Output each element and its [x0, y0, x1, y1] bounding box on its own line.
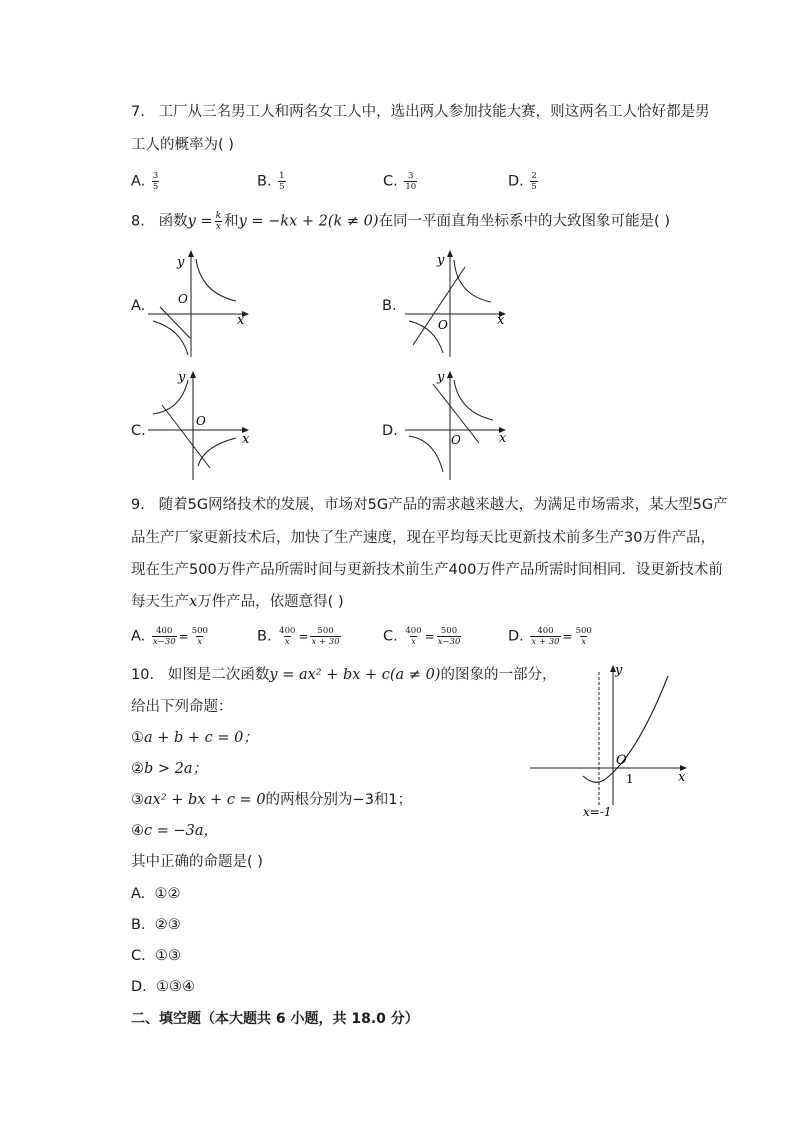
q8-d-hyperbola-q1	[454, 380, 493, 420]
q8-b-y-label: y	[437, 253, 445, 268]
q7-option-c-fraction: $\frac{3}{10}$	[405, 171, 417, 192]
q9-stem-line1: 9. 随着5G网络技术的发展，市场对5G产品的需求越来越大，为满足市场需求，某大型5G产	[131, 497, 728, 513]
q10-option-b[interactable]: B. ②③	[131, 917, 181, 933]
q10-parabola-graph	[528, 660, 698, 820]
q8-b-x-label: x	[497, 313, 505, 328]
q10-origin-label: O	[616, 753, 627, 768]
q7-option-d-fraction: $\frac{2}{5}$	[531, 171, 537, 192]
q7-number: 7.	[131, 104, 145, 120]
q8-c-hyperbola-q2	[153, 380, 188, 414]
q8-eq1-fraction: $\frac{k}{x}$	[215, 211, 222, 232]
q8-c-hyperbola-q4	[198, 438, 236, 466]
q8-a-y-label: y	[177, 255, 185, 270]
q10-tick-one: 1	[626, 772, 634, 786]
q7-option-b-fraction: $\frac{1}{5}$	[279, 171, 285, 192]
q10-symmetry-label: x=-1	[583, 805, 612, 819]
q10-number: 10.	[131, 667, 155, 683]
q7-option-a[interactable]: A. $\frac{3}{5}$	[131, 171, 159, 192]
q9-stem-line3: 现在生产500万件产品所需时间与更新技术前生产400万件产品所需时间相同．设更新技术前	[131, 562, 723, 578]
q9-stem-line4: 每天生产x万件产品，依题意得( )	[131, 594, 344, 610]
q7-option-c[interactable]: C. $\frac{3}{10}$	[383, 171, 417, 192]
q8-b-origin-label: O	[438, 318, 448, 332]
section-2-heading: 二、填空题（本大题共 6 小题，共 18.0 分）	[131, 1011, 419, 1027]
q8-option-c[interactable]: C.	[131, 423, 146, 439]
q8-a-hyperbola-q3	[153, 321, 188, 355]
q8-c-x-label: x	[242, 432, 250, 447]
q8-option-a[interactable]: A.	[131, 298, 146, 314]
q10-option-a[interactable]: A. ①②	[131, 886, 181, 902]
q8-graph-d	[405, 368, 515, 483]
q10-proposition-4: ④c = −3a，	[131, 823, 219, 839]
q10-proposition-3: ③ax² + bx + c = 0的两根分别为−3和1；	[131, 792, 413, 808]
q8-option-d[interactable]: D.	[382, 423, 398, 439]
q9-option-a[interactable]: A. $\frac{400}{x-30}$ = $\frac{500}{x}$	[131, 626, 208, 647]
q8-d-x-label: x	[499, 431, 507, 446]
q7-stem-line2: 工人的概率为( )	[131, 137, 234, 153]
q8-a-origin-label: O	[178, 292, 188, 306]
q8-a-x-label: x	[237, 313, 245, 328]
q10-option-d[interactable]: D. ①③④	[131, 979, 195, 995]
q8-graph-a	[148, 245, 258, 360]
q9-option-b[interactable]: B. $\frac{400}{x}$ = $\frac{500}{x + 30}$	[257, 626, 340, 647]
q10-question: 其中正确的命题是( )	[131, 854, 263, 870]
q8-stem: 8. 函数y = $\frac{k}{x}$ 和y = −kx + 2(k ≠ 0)在同一平面直角坐标系中的大致图象可能是( )	[131, 211, 670, 232]
q8-c-y-label: y	[178, 370, 186, 385]
q8-option-b[interactable]: B.	[382, 298, 397, 314]
q10-stem-line2: 给出下列命题：	[131, 699, 233, 715]
q9-option-c[interactable]: C. $\frac{400}{x}$ = $\frac{500}{x-30}$	[383, 626, 461, 647]
q8-number: 8.	[131, 213, 145, 230]
q8-graph-b	[405, 245, 515, 360]
q8-b-line	[413, 267, 465, 345]
q7-stem-line1: 7. 工厂从三名男工人和两名女工人中，选出两人参加技能大赛，则这两名工人恰好都是男	[131, 104, 710, 120]
q8-d-y-label: y	[437, 370, 445, 385]
q8-d-origin-label: O	[451, 433, 461, 447]
q10-proposition-1: ①a + b + c = 0；	[131, 730, 258, 746]
q10-stem-line1: 10. 如图是二次函数y = ax² + bx + c(a ≠ 0)的图象的一部分，	[131, 667, 557, 683]
q9-stem-line2: 品生产厂家更新技术后，加快了生产速度，现在平均每天比更新技术前多生产30万件产品，	[131, 530, 715, 546]
q7-option-d[interactable]: D. $\frac{2}{5}$	[508, 171, 537, 192]
q7-option-a-fraction: $\frac{3}{5}$	[152, 171, 159, 192]
q8-d-hyperbola-q3	[409, 436, 443, 472]
q8-b-hyperbola-q1	[454, 260, 491, 302]
q8-c-origin-label: O	[196, 414, 206, 428]
q9-option-d[interactable]: D. $\frac{400}{x + 30}$ = $\frac{500}{x}$	[508, 626, 592, 647]
q7-option-b[interactable]: B. $\frac{1}{5}$	[257, 171, 285, 192]
q10-y-label: y	[615, 663, 623, 678]
q8-graph-c	[148, 368, 258, 483]
q10-x-label: x	[678, 770, 686, 785]
q8-a-hyperbola-q1	[196, 259, 236, 301]
q10-option-c[interactable]: C. ①③	[131, 948, 181, 964]
q10-proposition-2: ②b > 2a；	[131, 761, 208, 777]
q9-number: 9.	[131, 497, 145, 513]
